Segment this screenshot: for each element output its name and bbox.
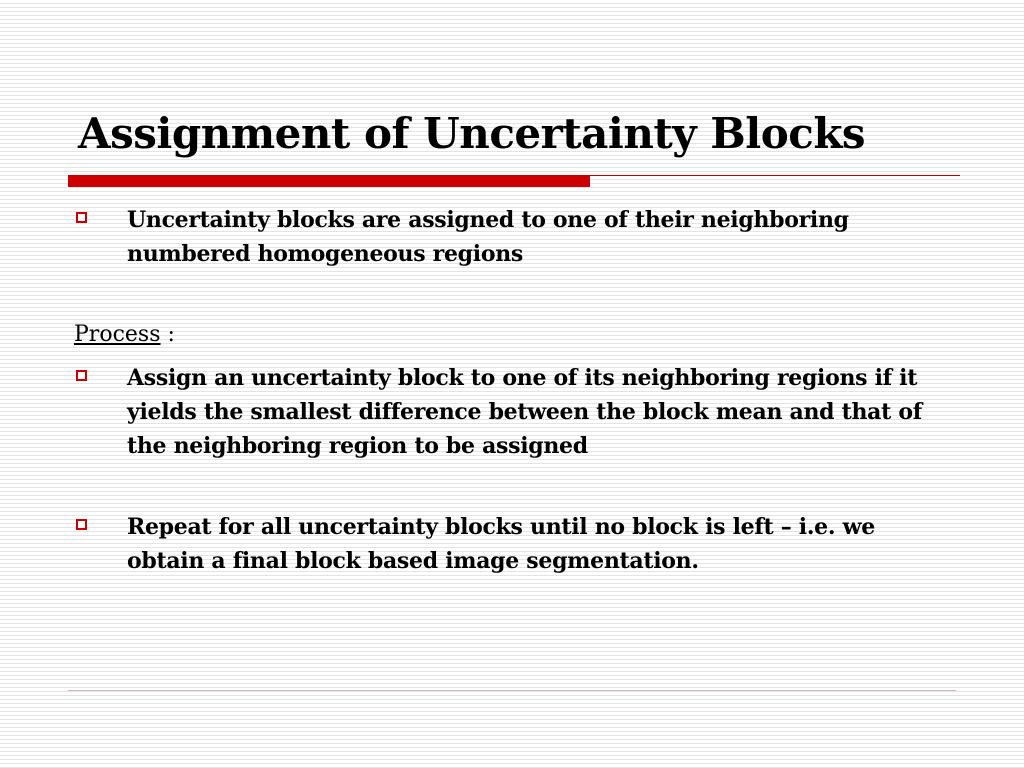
bullet-text: Repeat for all uncertainty blocks until no block is left – i.e. we obtain a final block based image segmentation. <box>127 514 875 574</box>
process-label-suffix: : <box>160 322 175 347</box>
process-heading <box>74 318 175 352</box>
process-label: Process <box>74 322 161 347</box>
bullet-text: Assign an uncertainty block to one of its neighboring regions if it yields the smallest difference between the block mean and that of the neighboring region to be assigned <box>127 365 922 459</box>
title-underline-rule <box>68 175 960 187</box>
square-bullet-icon <box>76 519 87 530</box>
slide-title: Assignment of Uncertainty Blocks <box>78 109 866 158</box>
bullet-text: Uncertainty blocks are assigned to one of their neighboring numbered homogeneous regions <box>127 207 849 267</box>
footer-divider <box>68 690 956 691</box>
square-bullet-icon <box>76 212 87 223</box>
square-bullet-icon <box>76 370 87 381</box>
title-rule-thin-segment <box>590 175 960 176</box>
title-rule-thick-segment <box>68 175 590 187</box>
